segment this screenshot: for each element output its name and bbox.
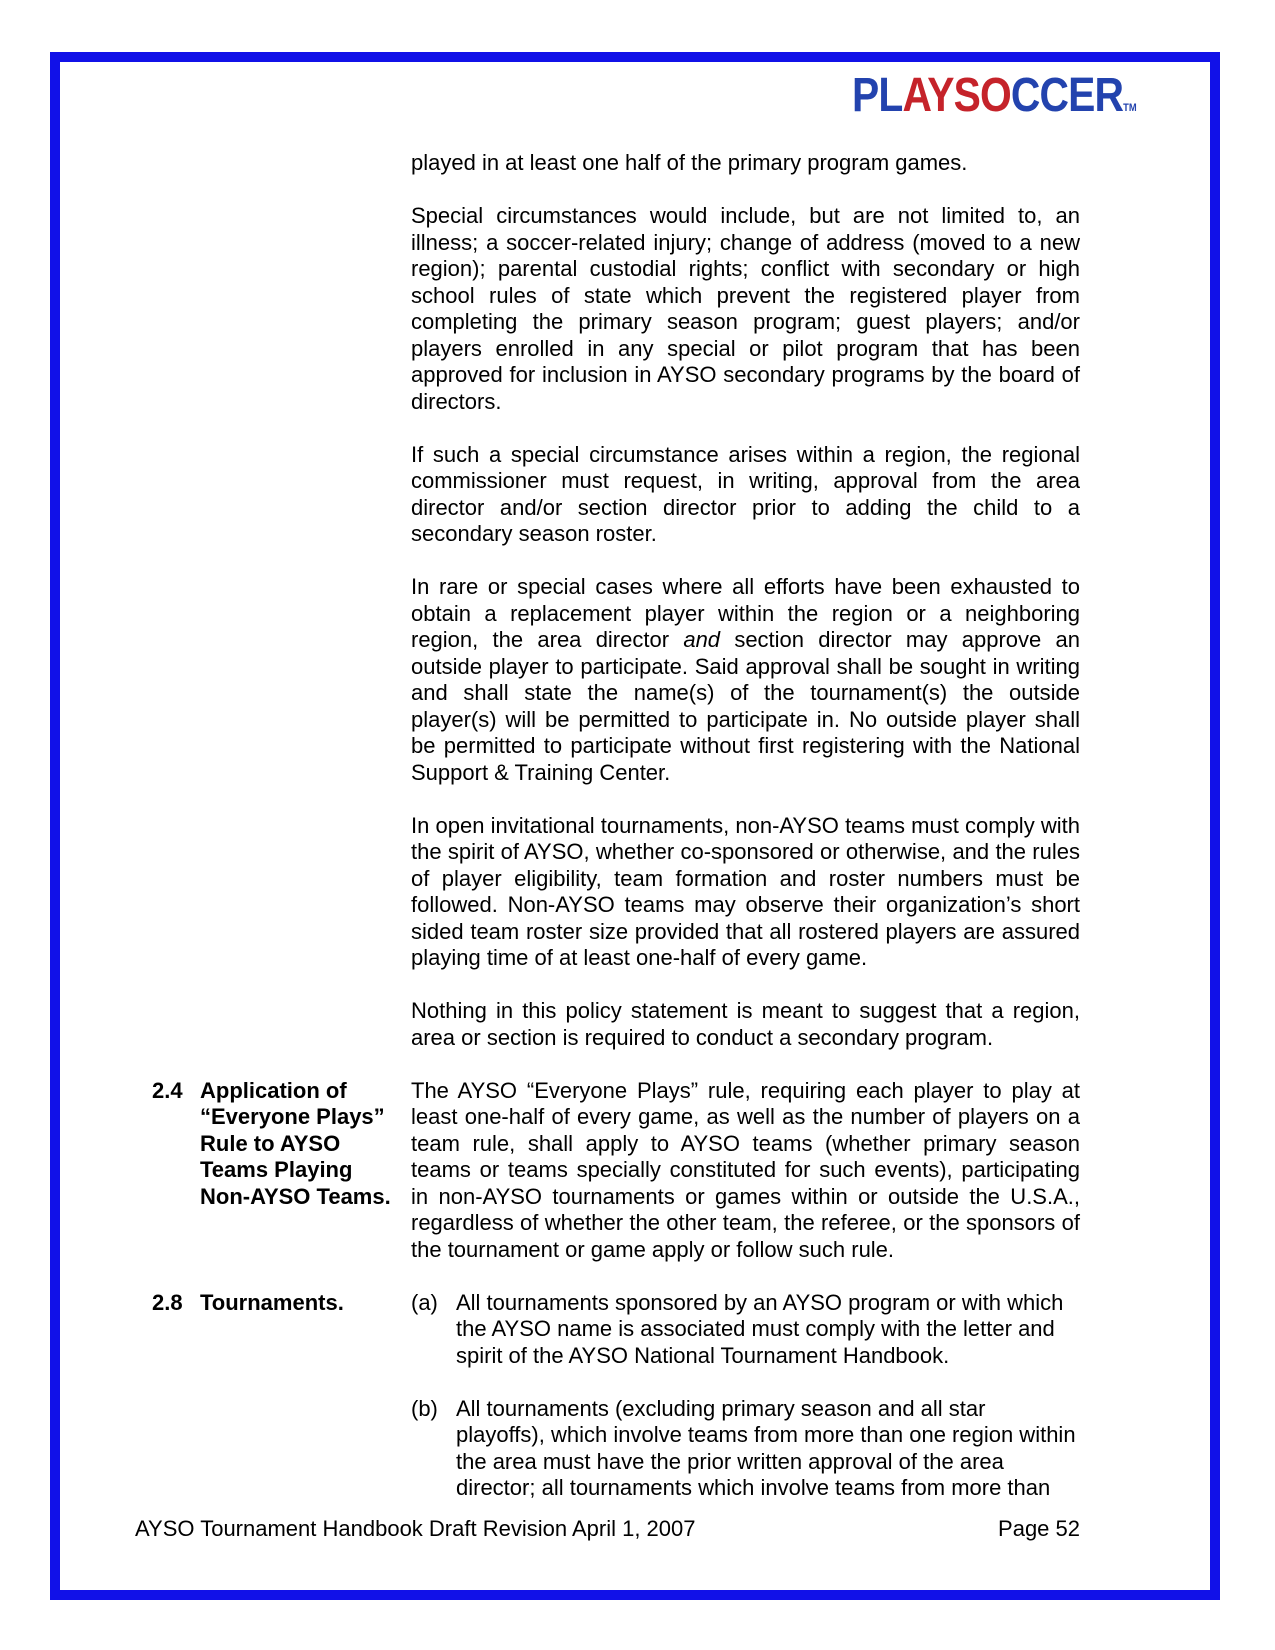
section-2-4-number: 2.4	[152, 1077, 183, 1103]
list-item-b	[411, 1396, 1080, 1502]
paragraph-4-italic-word: and	[683, 627, 721, 652]
paragraph-4-text-before: In rare or special cases where all efforts have been exhausted to obtain a replacement player within the region or a neighboring region, the area director	[411, 574, 1080, 652]
section-2-8-heading: Tournaments.	[200, 1289, 344, 1315]
body-paragraph-1: played in at least one half of the primary program games.	[411, 150, 968, 175]
logo-segment-pl: PL	[852, 69, 903, 122]
list-item-a-marker: (a)	[411, 1289, 438, 1315]
list-item-a	[411, 1290, 1080, 1370]
trademark-symbol: TM	[1123, 102, 1137, 114]
section-2-8-body	[411, 1290, 1080, 1502]
page-content	[135, 150, 1080, 1528]
logo-segment-ayso: AYSO	[902, 69, 1011, 122]
body-paragraph-4	[411, 574, 1080, 786]
body-paragraph-6: Nothing in this policy statement is meant to suggest that a region, area or section is required to conduct a secondary program.	[411, 998, 1080, 1050]
page-number: Page 52	[998, 1516, 1080, 1541]
section-2-8-number: 2.8	[152, 1289, 183, 1315]
playsoccer-logo	[852, 69, 1137, 122]
section-2-4-body: The AYSO “Everyone Plays” rule, requiring each player to play at least one-half of every game, as well as the number of players on a team rule, shall apply to AYSO teams (whether primary season teams or teams specially constituted for such events), participating in non-AYSO tournaments or games within or outside the U.S.A., regardless of whether the other team, the referee, or the sponsors of the tournament or game apply or follow such rule.	[411, 1077, 1080, 1262]
section-2-4-heading-line-2: “Everyone Plays”	[200, 1104, 385, 1129]
section-2-4-heading	[200, 1078, 411, 1211]
body-paragraph-5: In open invitational tournaments, non-AYSO teams must comply with the spirit of AYSO, whether co-sponsored or otherwise, and the rules of player eligibility, team formation and roster numbers must be followed. Non-AYSO teams may observe their organization’s short sided team roster size provided that all rostered players are assured playing time of at least one-half of every game.	[411, 812, 1080, 970]
section-2-8	[135, 1290, 1080, 1502]
section-2-4-heading-line-5: Non-AYSO Teams.	[200, 1183, 391, 1209]
body-paragraph-2: Special circumstances would include, but are not limited to, an illness; a soccer-related injury; change of address (moved to a new region); parental custodial rights; conflict with secondary or high school rules of state which prevent the registered player from completing the primary season program; guest players; and/or players enrolled in any special or pilot program that has been approved for inclusion in AYSO secondary programs by the board of directors.	[411, 203, 1080, 414]
list-item-b-text: All tournaments (excluding primary season and all star playoffs), which involve teams from more than one region within the area must have the prior written approval of the area director; all tournaments which involve teams from more than	[456, 1395, 1076, 1500]
page-footer	[135, 1516, 1080, 1543]
section-2-4	[135, 1078, 1080, 1264]
logo-segment-ccer: CCER	[1010, 69, 1124, 122]
list-item-a-text: All tournaments sponsored by an AYSO program or with which the AYSO name is associated must comply with the letter and spirit of the AYSO National Tournament Handbook.	[456, 1289, 1064, 1368]
section-2-4-heading-line-4: Teams Playing	[200, 1157, 353, 1182]
paragraph-4-text-after: section director may approve an outside player to participate. Said approval shall be sought in writing and shall state the name(s) of the tournament(s) the outside player(s) will be permitted to participate in. No outside player shall be permitted to participate without first registering with the National Support & Training Center.	[411, 627, 1080, 785]
section-2-4-heading-line-1: Application of	[200, 1077, 347, 1103]
body-paragraph-3: If such a special circumstance arises within a region, the regional commissioner must request, in writing, approval from the area director and/or section director prior to adding the child to a secondary season roster.	[411, 441, 1080, 546]
footer-document-title: AYSO Tournament Handbook Draft Revision April 1, 2007	[135, 1516, 696, 1541]
list-item-b-marker: (b)	[411, 1395, 438, 1421]
section-2-4-heading-line-3: Rule to AYSO	[200, 1130, 341, 1156]
